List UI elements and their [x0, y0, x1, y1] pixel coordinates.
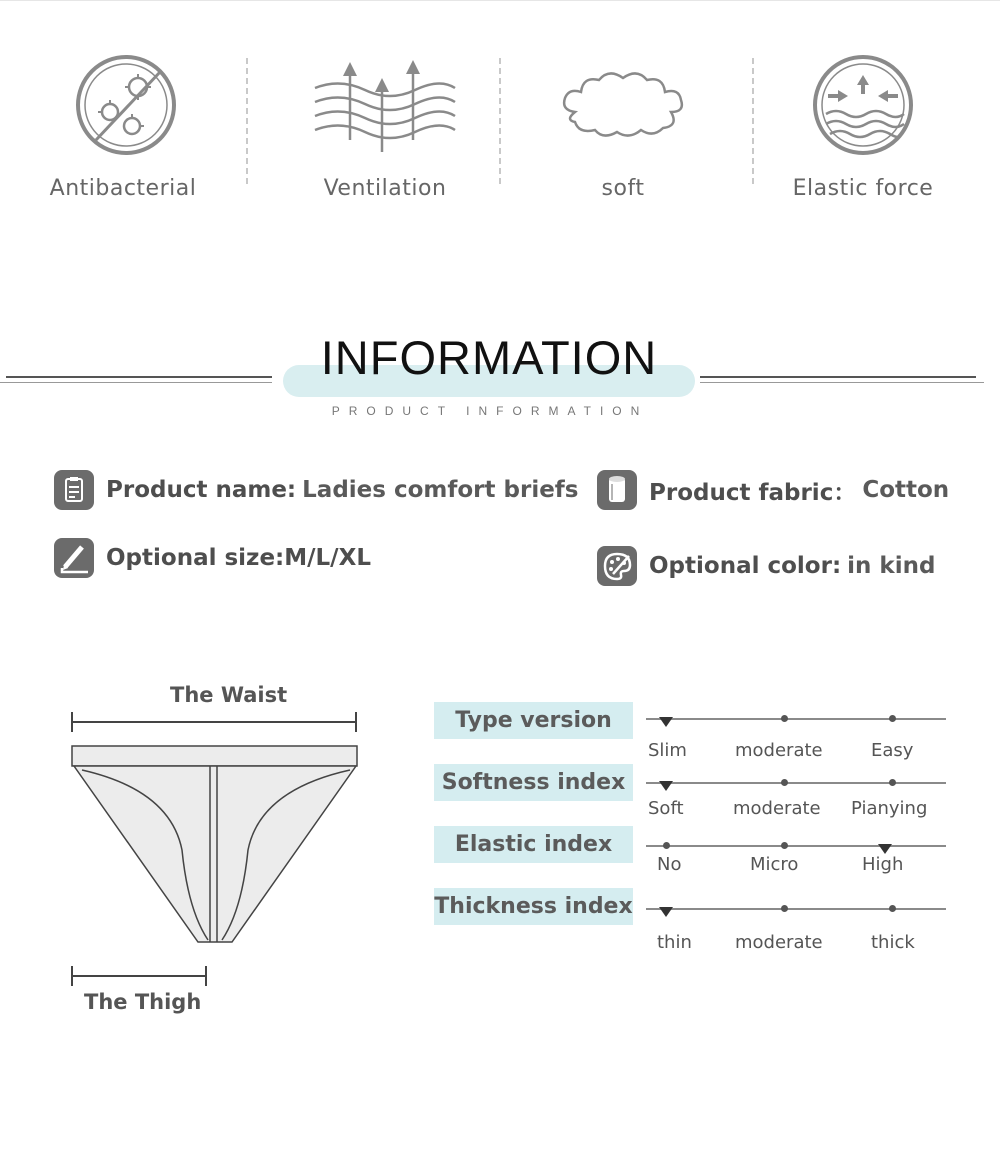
- cloud-icon: [553, 50, 693, 160]
- index-scale-label: Slim: [648, 740, 687, 761]
- info-optional-color: [597, 546, 935, 586]
- elastic-icon: [808, 50, 918, 160]
- feature-label: Ventilation: [323, 176, 447, 201]
- index-scale-dot: [889, 715, 896, 722]
- feature-antibacterial: [0, 50, 250, 220]
- heading-rule-right: [700, 376, 976, 378]
- ruler-pencil-icon: [54, 538, 94, 578]
- index-scale-line: [646, 782, 946, 784]
- index-scale-dot: [781, 715, 788, 722]
- info-label: Product name:: [106, 477, 297, 503]
- page-subtitle: PRODUCT INFORMATION: [331, 404, 649, 418]
- feature-soft: [498, 50, 748, 220]
- info-value: in kind: [847, 553, 936, 579]
- index-scale-label: High: [862, 854, 904, 875]
- index-scale-label: Easy: [871, 740, 914, 761]
- heading-rule-right-thin: [700, 382, 984, 383]
- heading-rule-left-thin: [0, 382, 272, 383]
- index-name: Thickness index: [434, 888, 633, 925]
- info-value: Ladies comfort briefs: [302, 477, 579, 503]
- antibacterial-icon: [70, 50, 180, 160]
- index-scale-label: thick: [871, 932, 915, 953]
- index-scale-label: Micro: [750, 854, 799, 875]
- info-label: Optional size:M/L/XL: [106, 545, 371, 571]
- index-scale-label: thin: [657, 932, 692, 953]
- brief-diagram: [60, 700, 370, 1030]
- index-scale-dot: [889, 905, 896, 912]
- index-scale-label: moderate: [733, 798, 821, 819]
- index-scale-dot: [781, 779, 788, 786]
- index-selected-marker: [659, 907, 673, 917]
- thigh-label: The Thigh: [84, 990, 202, 1014]
- index-scale-label: moderate: [735, 740, 823, 761]
- feature-label: soft: [601, 176, 645, 201]
- index-scale-line: [646, 718, 946, 720]
- index-name: Elastic index: [434, 826, 633, 863]
- info-optional-size: [54, 538, 371, 578]
- index-name: Softness index: [434, 764, 633, 801]
- info-label: Product fabric：: [649, 479, 857, 506]
- heading-rule-left: [6, 376, 272, 378]
- feature-elastic: [738, 50, 988, 220]
- feature-ventilation: [260, 50, 510, 220]
- index-scale-label: Pianying: [851, 798, 928, 819]
- index-selected-marker: [878, 844, 892, 854]
- feature-label: Antibacterial: [49, 176, 197, 201]
- index-scale-label: moderate: [735, 932, 823, 953]
- info-value: Cotton: [862, 477, 950, 503]
- index-selected-marker: [659, 717, 673, 727]
- info-label: Optional color:: [649, 553, 842, 579]
- feature-label: Elastic force: [792, 176, 934, 201]
- feature-separator: [246, 58, 248, 184]
- index-scale-label: No: [657, 854, 682, 875]
- index-selected-marker: [659, 781, 673, 791]
- index-name: Type version: [434, 702, 633, 739]
- waist-label: The Waist: [170, 683, 288, 707]
- fabric-roll-icon: [597, 470, 637, 510]
- index-scale-dot: [663, 842, 670, 849]
- top-divider: [0, 0, 1000, 1]
- palette-icon: [597, 546, 637, 586]
- index-scale-line: [646, 845, 946, 847]
- index-scale-label: Soft: [648, 798, 684, 819]
- index-scale-dot: [781, 905, 788, 912]
- index-scale-dot: [781, 842, 788, 849]
- ventilation-icon: [310, 50, 460, 160]
- page-title: INFORMATION: [320, 331, 658, 384]
- index-scale-dot: [889, 779, 896, 786]
- clipboard-icon: [54, 470, 94, 510]
- index-scale-line: [646, 908, 946, 910]
- info-product-fabric: [597, 470, 949, 510]
- info-product-name: [54, 470, 579, 510]
